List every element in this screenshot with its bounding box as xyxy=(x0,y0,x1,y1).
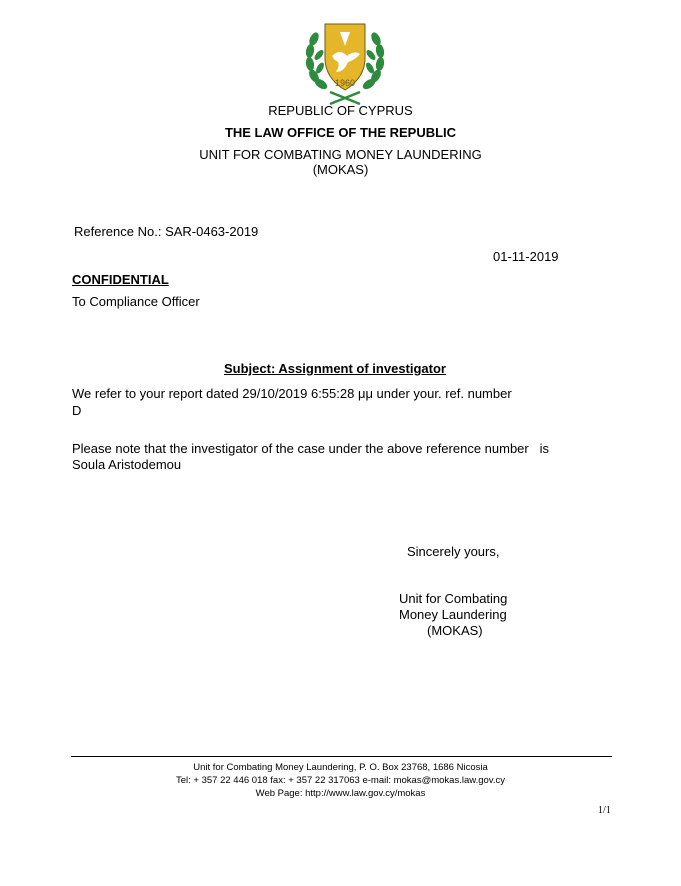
reference-value: SAR-0463-2019 xyxy=(165,224,259,239)
confidential-label: CONFIDENTIAL xyxy=(72,272,169,287)
header-country: REPUBLIC OF CYPRUS xyxy=(268,103,413,118)
document-date: 01-11-2019 xyxy=(493,249,559,264)
reference-line xyxy=(74,224,258,239)
footer-webpage: Web Page: http://www.law.gov.cy/mokas xyxy=(255,788,426,799)
header-unit: UNIT FOR COMBATING MONEY LAUNDERING xyxy=(199,147,482,162)
page-number: 1/1 xyxy=(598,805,611,816)
footer-contact: Tel: + 357 22 446 018 fax: + 357 22 317063 e-mail: mokas@mokas.law.gov.cy xyxy=(176,775,505,786)
signature-line-1: Unit for Combating xyxy=(399,591,508,606)
header-acronym: (MOKAS) xyxy=(312,162,369,177)
subject-line: Subject: Assignment of investigator xyxy=(224,361,446,376)
signature-line-2: Money Laundering xyxy=(399,607,507,622)
body-line-3: Please note that the investigator of the case under the above reference number is xyxy=(72,441,549,456)
body-line-1: We refer to your report dated 29/10/2019 6:55:28 μμ under your. ref. number xyxy=(72,386,512,401)
closing-salutation: Sincerely yours, xyxy=(407,544,500,559)
signature-line-3: (MOKAS) xyxy=(427,623,483,638)
footer-address: Unit for Combating Money Laundering, P. O. Box 23768, 1686 Nicosia xyxy=(193,762,488,773)
reference-label: Reference No.: xyxy=(74,224,162,239)
body-line-4: Soula Aristodemou xyxy=(72,457,182,472)
svg-text:1960: 1960 xyxy=(334,78,356,88)
footer-divider xyxy=(71,756,612,757)
body-line-2: D xyxy=(72,403,82,418)
recipient: To Compliance Officer xyxy=(72,294,200,309)
cyprus-coat-of-arms-icon xyxy=(300,20,390,108)
header-office: THE LAW OFFICE OF THE REPUBLIC xyxy=(224,125,457,140)
